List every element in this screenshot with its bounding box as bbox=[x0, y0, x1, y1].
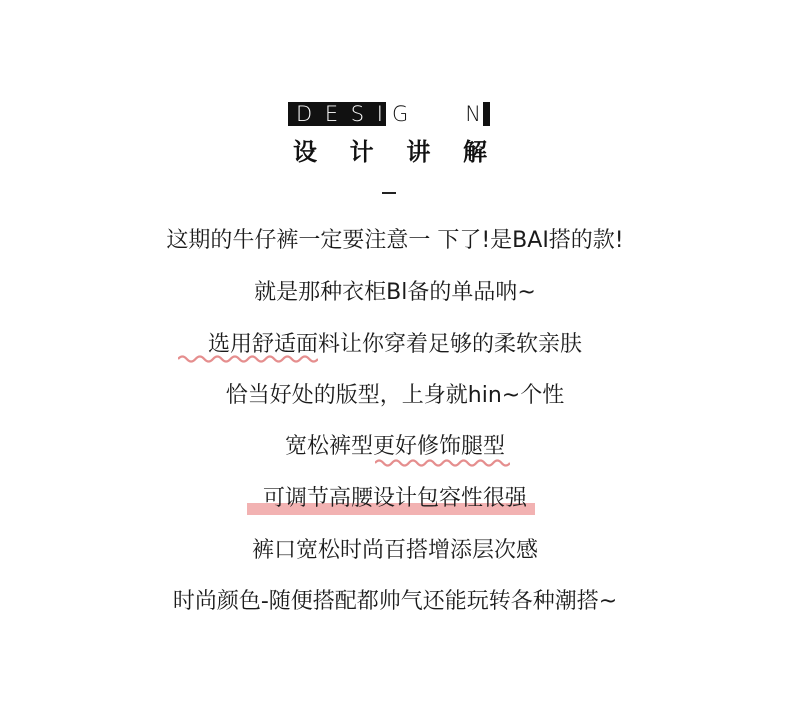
section-subtitle bbox=[290, 132, 490, 167]
copy-line-3: 选用舒适面料让你穿着足够的柔软亲肤 bbox=[207, 332, 582, 357]
subtitle-char: 计 bbox=[349, 138, 374, 166]
copy-line-8: 时尚颜色-随便搭配都帅气还能玩转各种潮搭~ bbox=[172, 589, 618, 614]
badge-letter: D bbox=[296, 102, 313, 126]
design-badge-light-part bbox=[386, 102, 490, 126]
subtitle-char: 讲 bbox=[406, 138, 431, 166]
badge-letter: I bbox=[376, 102, 383, 126]
copy-line-7: 裤口宽松时尚百搭增添层次感 bbox=[251, 538, 538, 563]
design-badge bbox=[288, 102, 490, 126]
badge-letter: E bbox=[324, 102, 339, 126]
badge-letter: N bbox=[465, 102, 481, 126]
copy-line-6: 可调节高腰设计包容性很强 bbox=[262, 486, 527, 511]
copy-line-5: 宽松裤型更好修饰腿型 bbox=[284, 434, 505, 459]
subtitle-char: 设 bbox=[293, 138, 317, 166]
copy-line-2: 就是那种衣柜Bl备的单品呐~ bbox=[254, 280, 536, 305]
badge-letter: G bbox=[392, 102, 409, 126]
subtitle-char: 解 bbox=[462, 138, 487, 166]
divider-dash bbox=[382, 192, 396, 194]
design-badge-dark-part bbox=[288, 102, 386, 126]
badge-letter: S bbox=[350, 102, 365, 126]
copy-line-1: 这期的牛仔裤一定要注意一 下了!是BAI搭的款! bbox=[166, 228, 624, 253]
copy-line-4: 恰当好处的版型，上身就hin~个性 bbox=[225, 383, 565, 408]
